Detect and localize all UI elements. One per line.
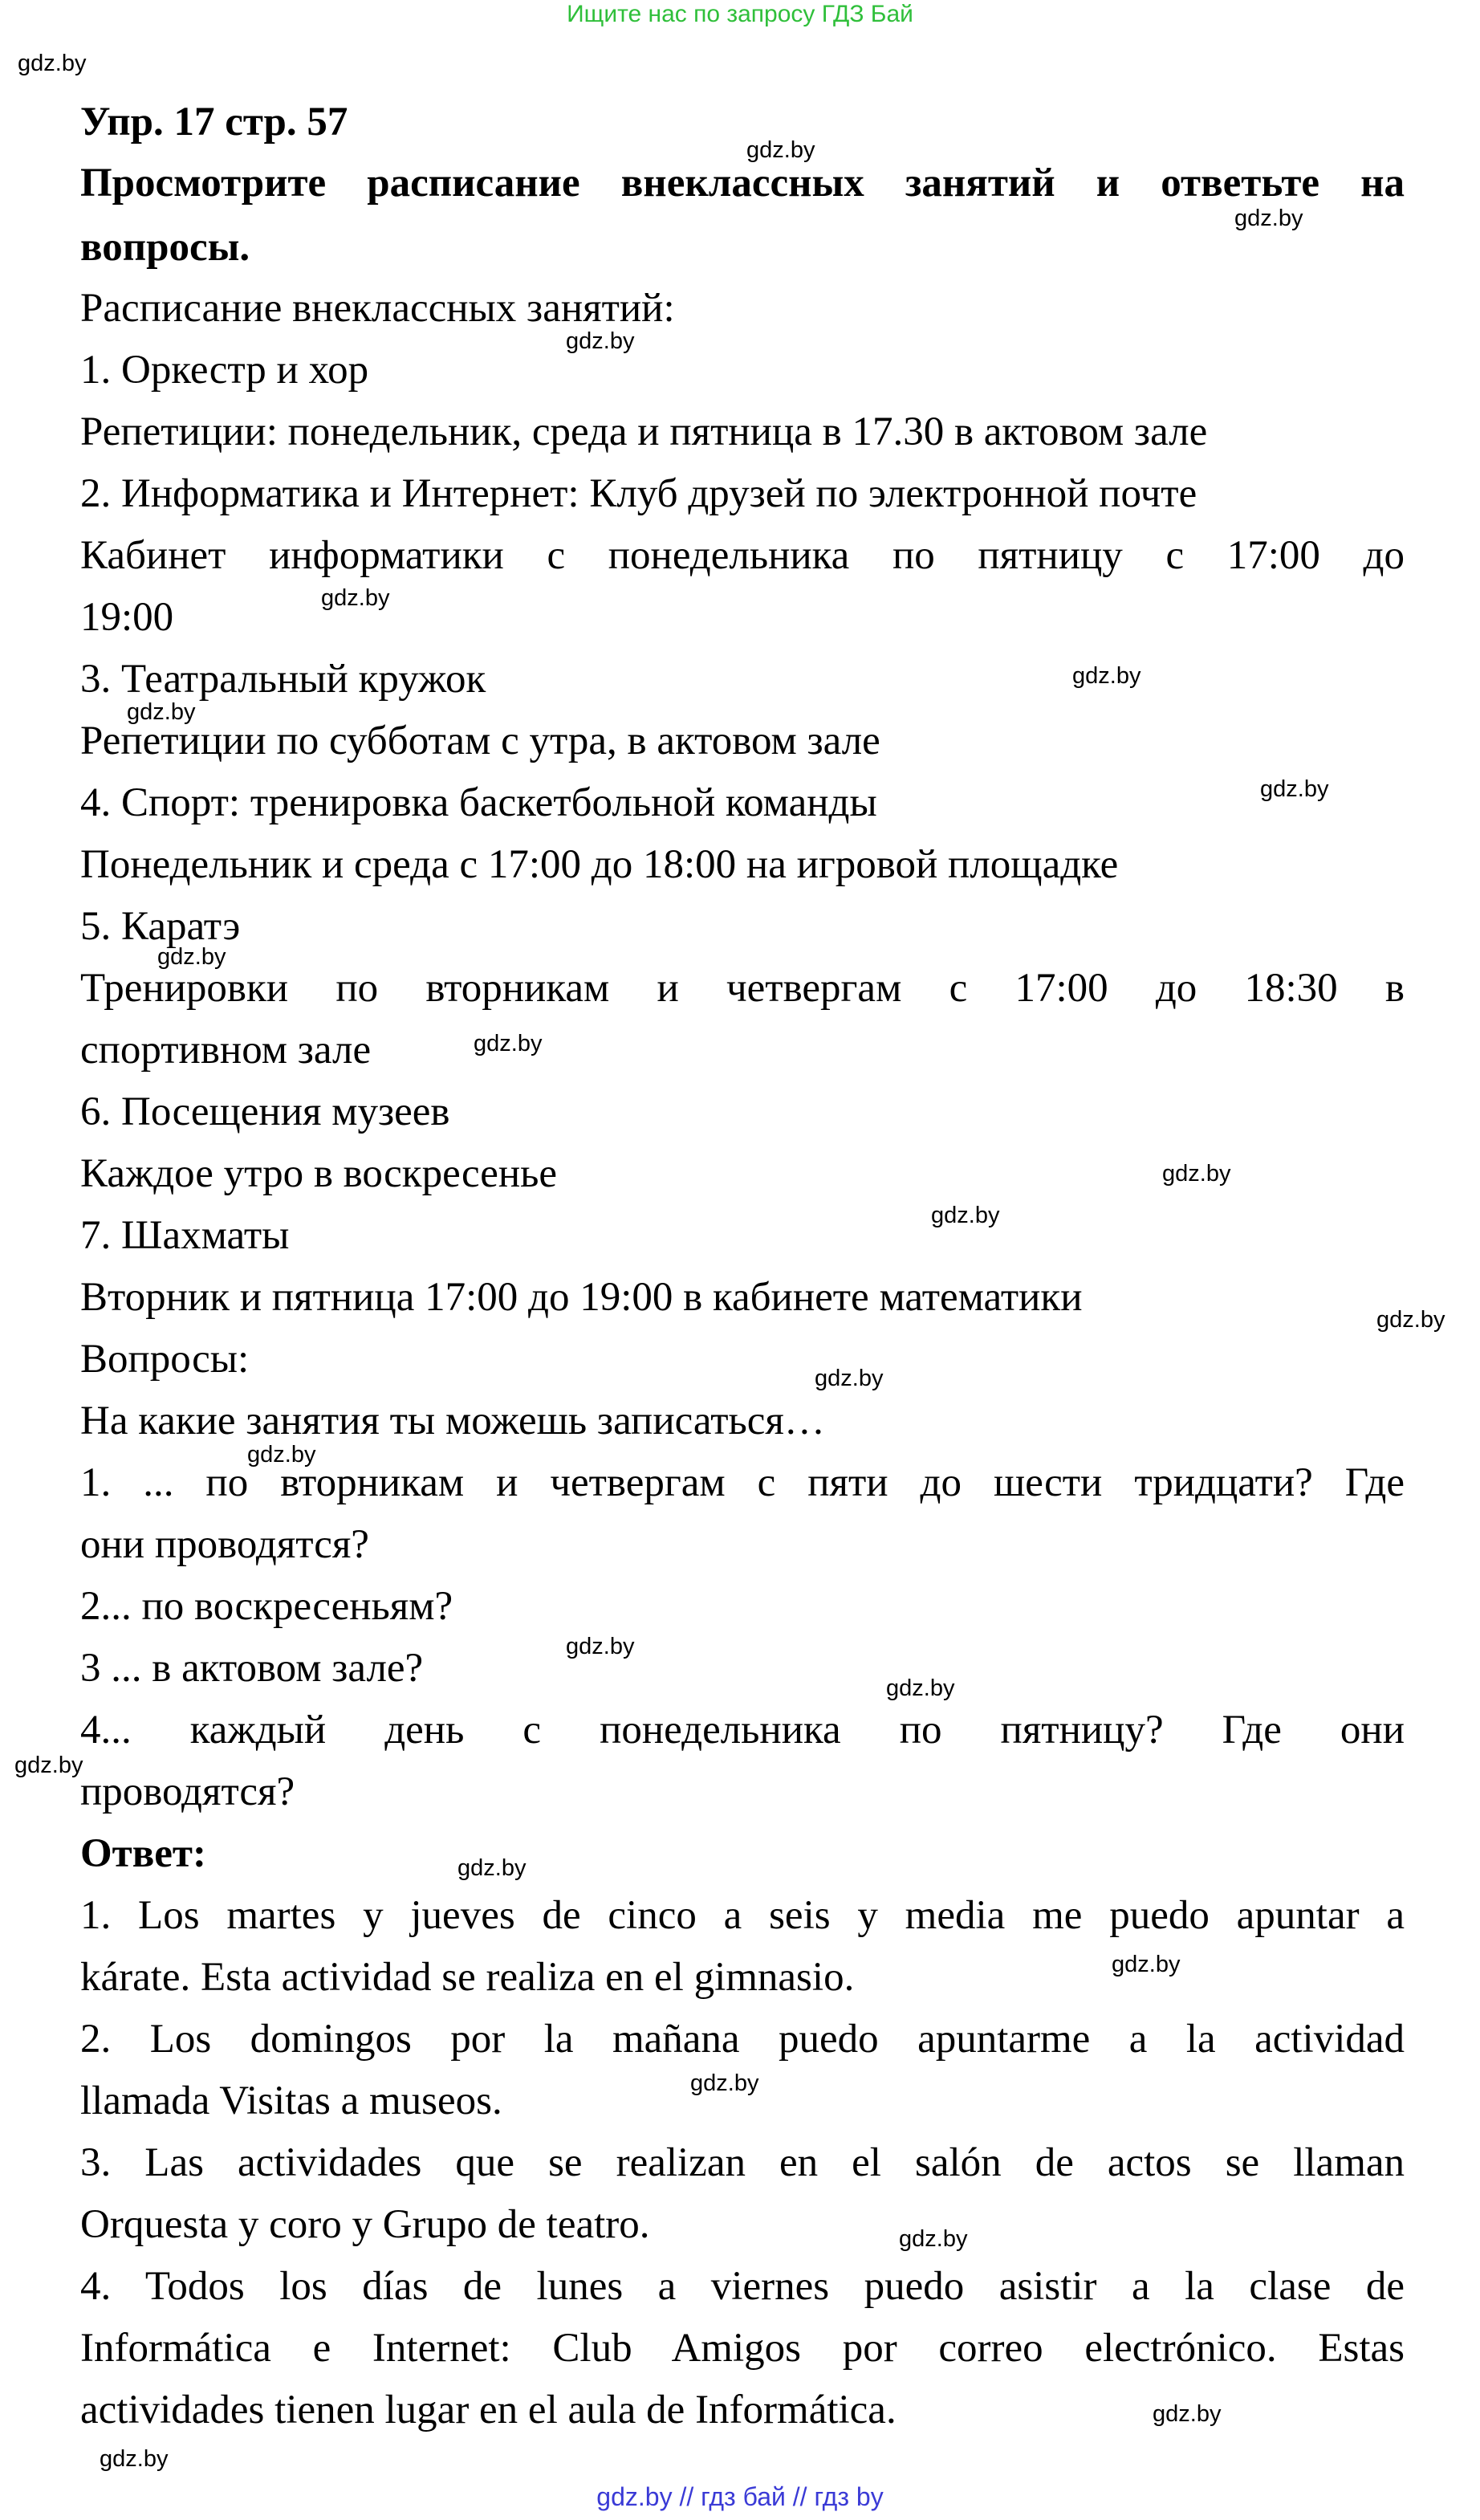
schedule-line: спортивном зале [80, 1028, 372, 1073]
watermark: gdz.by [815, 1366, 884, 1391]
answer-line: Informática e Internet: Club Amigos por correo electrónico. Estas [80, 2326, 1405, 2371]
watermark: gdz.by [899, 2226, 968, 2252]
watermark: gdz.by [1260, 776, 1329, 802]
schedule-line: Репетиции: понедельник, среда и пятница в 17.30 в актовом зале [80, 409, 1208, 454]
schedule-heading: Расписание внеклассных занятий: [80, 286, 675, 331]
schedule-line: Тренировки по вторникам и четвергам с 17:00 до 18:30 в [80, 966, 1405, 1011]
watermark: gdz.by [18, 51, 87, 76]
top-banner[interactable]: Ищите нас по запросу ГДЗ Бай [567, 1, 913, 27]
watermark: gdz.by [1153, 2401, 1222, 2427]
watermark: gdz.by [1234, 206, 1303, 231]
schedule-line: 2. Информатика и Интернет: Клуб друзей по электронной почте [80, 471, 1197, 516]
task-line: Просмотрите расписание внеклассных занятий и ответьте на [80, 161, 1405, 206]
watermark: gdz.by [886, 1675, 955, 1701]
schedule-line: 19:00 [80, 595, 174, 640]
schedule-line: 5. Каратэ [80, 904, 241, 949]
schedule-line: Каждое утро в воскресенье [80, 1151, 558, 1196]
footer-links[interactable]: gdz.by // гдз бай // гдз by [596, 2482, 884, 2511]
answer-line: 1. Los martes y jueves de cinco a seis y media me puedo apuntar a [80, 1893, 1405, 1938]
question-line: 4... каждый день с понедельника по пятницу? Где они [80, 1708, 1405, 1753]
watermark: gdz.by [321, 585, 390, 611]
answer-line: kárate. Esta actividad se realiza en el gimnasio. [80, 1955, 855, 2000]
schedule-line: Кабинет информатики с понедельника по пятницу с 17:00 до [80, 533, 1405, 578]
answer-line: 3. Las actividades que se realizan en el salón de actos se llaman [80, 2140, 1405, 2185]
answer-line: actividades tienen lugar en el aula de Informática. [80, 2388, 897, 2432]
watermark: gdz.by [157, 944, 226, 970]
schedule-line: 4. Спорт: тренировка баскетбольной команды [80, 780, 877, 825]
watermark: gdz.by [1162, 1161, 1231, 1187]
watermark: gdz.by [247, 1442, 316, 1468]
question-line: проводятся? [80, 1769, 295, 1814]
answer-line: llamada Visitas a museos. [80, 2078, 502, 2123]
schedule-line: 7. Шахматы [80, 1213, 290, 1258]
watermark: gdz.by [566, 1634, 635, 1659]
answer-line: 2. Los domingos por la mañana puedo apuntarme a la actividad [80, 2017, 1405, 2062]
schedule-line: Понедельник и среда с 17:00 до 18:00 на игровой площадке [80, 842, 1119, 887]
watermark: gdz.by [457, 1855, 527, 1881]
watermark: gdz.by [690, 2070, 759, 2096]
question-line: 2... по воскресеньям? [80, 1584, 453, 1629]
watermark: gdz.by [1112, 1952, 1181, 1977]
schedule-line: Вторник и пятница 17:00 до 19:00 в кабинете математики [80, 1275, 1083, 1320]
question-line: они проводятся? [80, 1522, 369, 1567]
schedule-line: Репетиции по субботам с утра, в актовом зале [80, 719, 880, 763]
watermark: gdz.by [1072, 663, 1141, 689]
schedule-line: 1. Оркестр и хор [80, 348, 369, 393]
watermark: gdz.by [1376, 1307, 1445, 1333]
watermark: gdz.by [746, 137, 815, 163]
watermark: gdz.by [931, 1203, 1000, 1228]
answer-line: Orquesta y coro y Grupo de teatro. [80, 2202, 650, 2247]
answer-line: 4. Todos los días de lunes a viernes puedo asistir a la clase de [80, 2264, 1405, 2309]
question-line: 3 ... в актовом зале? [80, 1646, 424, 1691]
watermark: gdz.by [127, 699, 196, 725]
watermark: gdz.by [474, 1031, 543, 1056]
answer-heading: Ответ: [80, 1831, 206, 1876]
question-line: 1. ... по вторникам и четвергам с пяти до шести тридцати? Где [80, 1460, 1405, 1505]
exercise-title: Упр. 17 стр. 57 [80, 100, 348, 145]
questions-heading: Вопросы: [80, 1337, 250, 1382]
schedule-line: 3. Театральный кружок [80, 657, 486, 702]
questions-intro: На какие занятия ты можешь записаться… [80, 1398, 825, 1443]
watermark: gdz.by [14, 1753, 83, 1778]
watermark: gdz.by [100, 2446, 169, 2472]
watermark: gdz.by [566, 328, 635, 354]
task-line: вопросы. [80, 225, 250, 270]
schedule-line: 6. Посещения музеев [80, 1089, 450, 1134]
